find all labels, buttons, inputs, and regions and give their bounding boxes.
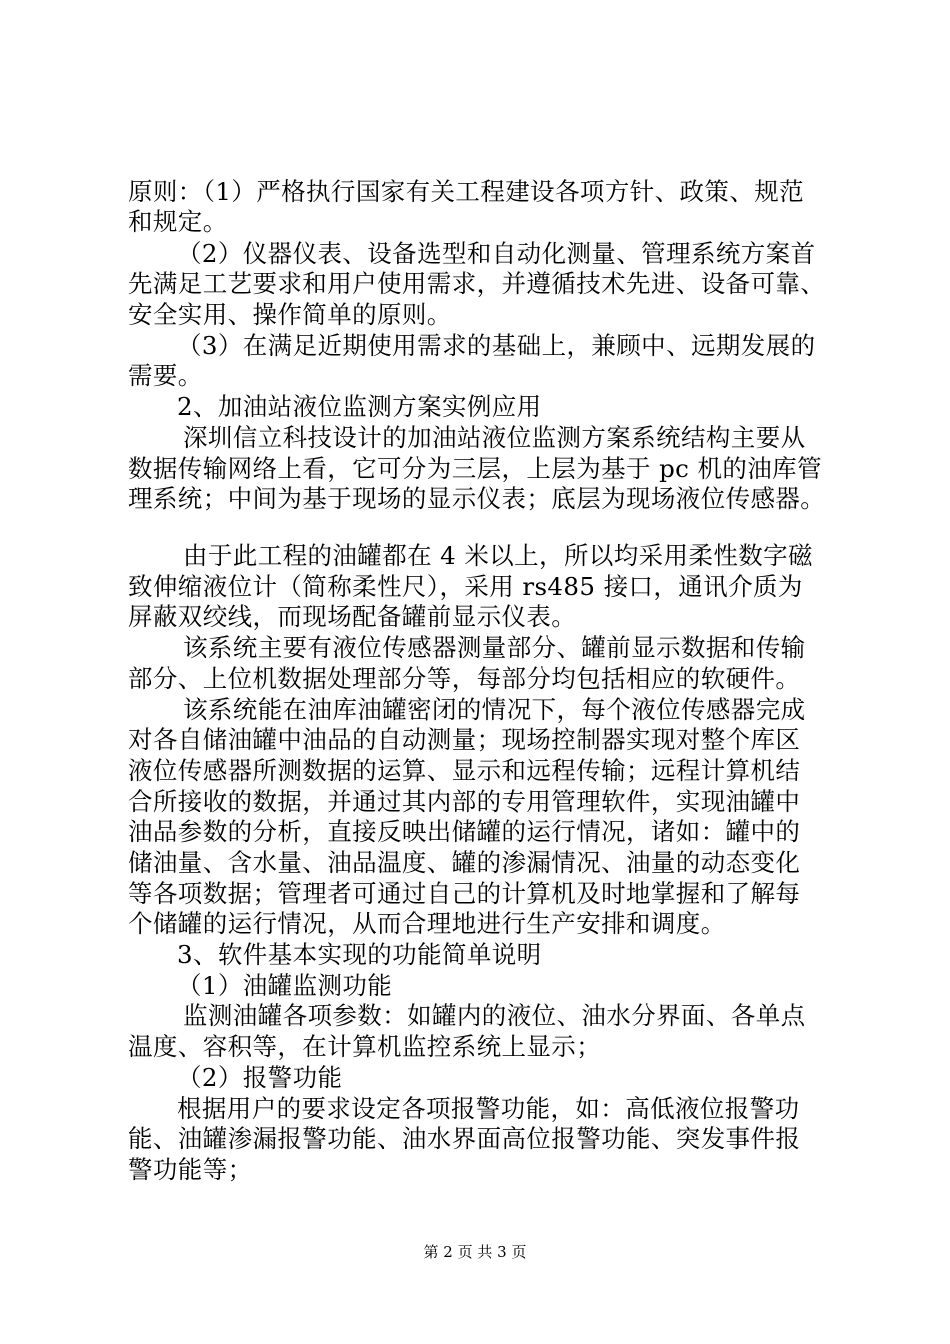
subsection-heading: （1）油罐监测功能: [177, 971, 393, 1000]
text-line: 油品参数的分析，直接反映出储罐的运行情况，诸如：罐中的: [128, 817, 801, 846]
text-line: 温度、容积等，在计算机监控系统上显示；: [128, 1032, 602, 1061]
page-footer: 第 2 页 共 3 页: [423, 1243, 527, 1261]
text-line: 深圳信立科技设计的加油站液位监测方案系统结构主要从: [183, 423, 806, 452]
text-line: 对各自储油罐中油品的自动测量；现场控制器实现对整个库区: [128, 725, 801, 754]
text-line: （3）在满足近期使用需求的基础上，兼顾中、远期发展的: [177, 331, 816, 360]
text-line: 和规定。: [128, 207, 228, 236]
text-line: 理系统；中间为基于现场的显示仪表；底层为现场液位传感器。: [128, 484, 826, 513]
text-line: 原则：（1）严格执行国家有关工程建设各项方针、政策、规范: [128, 177, 805, 206]
text-line: 能、油罐渗漏报警功能、油水界面高位报警功能、突发事件报: [128, 1124, 801, 1153]
text-line: 致伸缩液位计（简称柔性尺），采用 rs485 接口，通讯介质为: [128, 572, 803, 601]
text-line: 监测油罐各项参数：如罐内的液位、油水分界面、各单点: [183, 1001, 806, 1030]
text-line: 警功能等；: [128, 1155, 253, 1184]
section-heading: 2、加油站液位监测方案实例应用: [177, 392, 542, 421]
subsection-heading: （2）报警功能: [177, 1063, 343, 1092]
text-line: 储油量、含水量、油品温度、罐的渗漏情况、油量的动态变化: [128, 848, 801, 877]
text-line: 数据传输网络上看，它可分为三层，上层为基于 pc 机的油库管: [128, 454, 822, 483]
text-line: 合所接收的数据，并通过其内部的专用管理软件，实现油罐中: [128, 787, 801, 816]
text-line: 液位传感器所测数据的运算、显示和远程传输；远程计算机结: [128, 756, 801, 785]
text-line: 根据用户的要求设定各项报警功能，如：高低液位报警功: [177, 1094, 800, 1123]
section-heading: 3、软件基本实现的功能简单说明: [177, 940, 542, 969]
text-line: 需要。: [128, 361, 203, 390]
text-line: 屏蔽双绞线，而现场配备罐前显示仪表。: [128, 602, 577, 631]
text-line: 先满足工艺要求和用户使用需求，并遵循技术先进、设备可靠、: [128, 269, 826, 298]
text-line: 该系统主要有液位传感器测量部分、罐前显示数据和传输: [183, 633, 806, 662]
text-line: （2）仪器仪表、设备选型和自动化测量、管理系统方案首: [177, 239, 816, 268]
text-line: 部分、上位机数据处理部分等，每部分均包括相应的软硬件。: [128, 664, 801, 693]
text-line: 个储罐的运行情况，从而合理地进行生产安排和调度。: [128, 909, 726, 938]
text-line: 安全实用、操作简单的原则。: [128, 300, 452, 329]
text-line: 该系统能在油库油罐密闭的情况下，每个液位传感器完成: [183, 695, 806, 724]
text-line: 等各项数据；管理者可通过自己的计算机及时地掌握和了解每: [128, 879, 801, 908]
text-line: 由于此工程的油罐都在 4 米以上，所以均采用柔性数字磁: [183, 541, 813, 570]
